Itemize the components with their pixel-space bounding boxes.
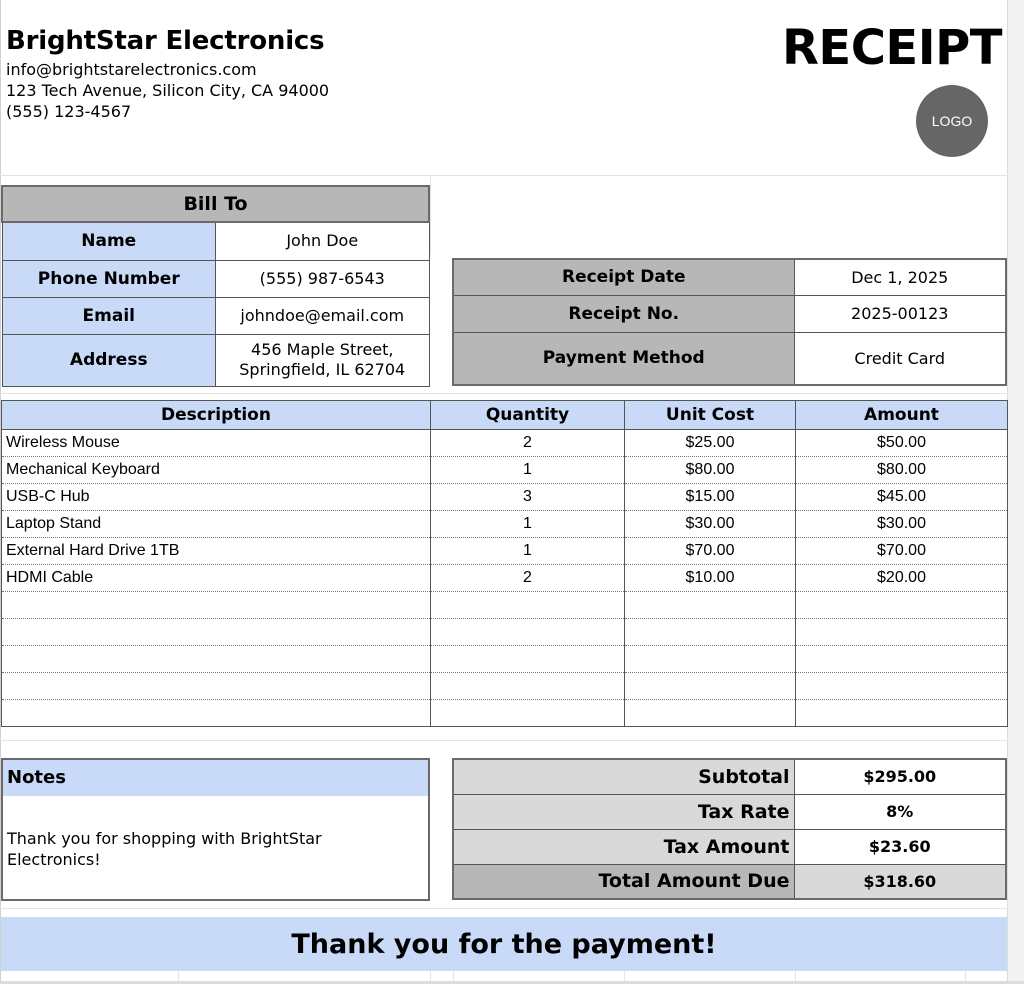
sheet-gridline [624, 971, 625, 981]
payment-method[interactable]: Credit Card [794, 332, 1006, 385]
item-unit-cost[interactable]: $70.00 [625, 538, 796, 565]
column-header-description: Description [2, 401, 431, 430]
notes-text[interactable] [3, 796, 428, 870]
item-quantity[interactable] [431, 673, 625, 700]
bill-to-label: Phone Number [2, 260, 216, 297]
item-amount[interactable] [796, 619, 1008, 646]
item-description[interactable] [2, 619, 431, 646]
item-unit-cost[interactable]: $10.00 [625, 565, 796, 592]
thank-you-banner [1, 917, 1007, 971]
item-quantity[interactable]: 3 [431, 484, 625, 511]
total-due-value[interactable]: $318.60 [794, 864, 1006, 899]
item-description[interactable] [2, 592, 431, 619]
item-amount[interactable]: $45.00 [796, 484, 1008, 511]
company-email: info@brightstarelectronics.com [6, 60, 257, 79]
column-header-quantity: Quantity [431, 401, 625, 430]
item-amount[interactable]: $80.00 [796, 457, 1008, 484]
receipt-info-table [452, 258, 1007, 386]
item-description[interactable]: Mechanical Keyboard [2, 457, 431, 484]
bill-to-label: Name [2, 222, 216, 260]
bill-to-label: Address [2, 334, 216, 386]
customer-address[interactable] [216, 334, 430, 386]
item-unit-cost[interactable]: $15.00 [625, 484, 796, 511]
subtotal-label: Subtotal [453, 759, 794, 794]
item-amount[interactable] [796, 646, 1008, 673]
item-description[interactable]: USB-C Hub [2, 484, 431, 511]
customer-address-line2: Springfield, IL 62704 [239, 360, 406, 379]
receipt-info-label: Receipt No. [453, 295, 794, 332]
item-row [2, 673, 1008, 700]
customer-name[interactable]: John Doe [216, 222, 430, 260]
item-unit-cost[interactable] [625, 646, 796, 673]
item-row [2, 700, 1008, 727]
bill-to-label: Email [2, 297, 216, 334]
item-unit-cost[interactable]: $80.00 [625, 457, 796, 484]
logo-text: LOGO [931, 113, 973, 129]
item-description[interactable]: Laptop Stand [2, 511, 431, 538]
receipt-title: RECEIPT [781, 20, 1002, 76]
item-quantity[interactable] [431, 646, 625, 673]
item-amount[interactable] [796, 673, 1008, 700]
sheet-gridline [0, 740, 1008, 741]
bill-to-table [1, 185, 430, 387]
company-address: 123 Tech Avenue, Silicon City, CA 94000 [6, 81, 330, 100]
receipt-info-label: Payment Method [453, 332, 794, 385]
item-amount[interactable] [796, 700, 1008, 727]
item-quantity[interactable]: 2 [431, 430, 625, 457]
notes-text-line: Electronics! [7, 850, 101, 869]
notes-header: Notes [3, 760, 428, 796]
receipt-number[interactable]: 2025-00123 [794, 295, 1006, 332]
company-phone: (555) 123-4567 [6, 102, 132, 121]
item-row [2, 538, 1008, 565]
customer-phone[interactable]: (555) 987-6543 [216, 260, 430, 297]
item-description[interactable] [2, 646, 431, 673]
item-amount[interactable]: $70.00 [796, 538, 1008, 565]
item-amount[interactable] [796, 592, 1008, 619]
item-quantity[interactable] [431, 592, 625, 619]
item-quantity[interactable] [431, 700, 625, 727]
sheet-gridline [0, 908, 1008, 909]
item-amount[interactable]: $20.00 [796, 565, 1008, 592]
column-header-amount: Amount [796, 401, 1008, 430]
bill-to-header: Bill To [2, 186, 429, 222]
item-row [2, 619, 1008, 646]
item-row [2, 484, 1008, 511]
item-amount[interactable]: $30.00 [796, 511, 1008, 538]
sheet-gridline [430, 971, 431, 981]
item-row [2, 565, 1008, 592]
sheet-gridline [0, 393, 1008, 394]
notes-text-line: Thank you for shopping with BrightStar [7, 829, 322, 848]
item-description[interactable] [2, 700, 431, 727]
tax-rate-label: Tax Rate [453, 794, 794, 829]
item-unit-cost[interactable] [625, 619, 796, 646]
item-row [2, 430, 1008, 457]
column-header-unit-cost: Unit Cost [625, 401, 796, 430]
subtotal-value[interactable]: $295.00 [794, 759, 1006, 794]
item-description[interactable]: External Hard Drive 1TB [2, 538, 431, 565]
item-quantity[interactable]: 2 [431, 565, 625, 592]
tax-rate-value[interactable]: 8% [794, 794, 1006, 829]
customer-address-line1: 456 Maple Street, [251, 340, 394, 359]
thank-you-message: Thank you for the payment! [291, 928, 717, 960]
sheet-scroll-gutter [1007, 0, 1024, 984]
item-quantity[interactable]: 1 [431, 538, 625, 565]
item-unit-cost[interactable] [625, 700, 796, 727]
sheet-gridline [178, 971, 179, 981]
sheet-gridline [0, 175, 1008, 176]
company-name: BrightStar Electronics [6, 26, 325, 56]
item-row [2, 646, 1008, 673]
tax-amount-label: Tax Amount [453, 829, 794, 864]
item-row [2, 457, 1008, 484]
item-description[interactable]: HDMI Cable [2, 565, 431, 592]
item-unit-cost[interactable] [625, 592, 796, 619]
items-table [1, 400, 1008, 727]
item-quantity[interactable]: 1 [431, 511, 625, 538]
sheet-gridline [965, 971, 966, 981]
item-unit-cost[interactable] [625, 673, 796, 700]
receipt-info-label: Receipt Date [453, 259, 794, 295]
item-row [2, 511, 1008, 538]
customer-email[interactable]: johndoe@email.com [216, 297, 430, 334]
item-unit-cost[interactable]: $25.00 [625, 430, 796, 457]
item-quantity[interactable] [431, 619, 625, 646]
item-amount[interactable]: $50.00 [796, 430, 1008, 457]
notes-box [1, 758, 430, 901]
item-unit-cost[interactable]: $30.00 [625, 511, 796, 538]
item-description[interactable] [2, 673, 431, 700]
totals-table [452, 758, 1007, 900]
tax-amount-value[interactable]: $23.60 [794, 829, 1006, 864]
item-quantity[interactable]: 1 [431, 457, 625, 484]
item-description[interactable]: Wireless Mouse [2, 430, 431, 457]
sheet-gridline [453, 971, 454, 981]
logo-placeholder [916, 85, 988, 157]
sheet-gridline [795, 971, 796, 981]
total-due-label: Total Amount Due [453, 864, 794, 899]
receipt-date[interactable]: Dec 1, 2025 [794, 259, 1006, 295]
item-row [2, 592, 1008, 619]
sheet-gridline [430, 175, 431, 255]
